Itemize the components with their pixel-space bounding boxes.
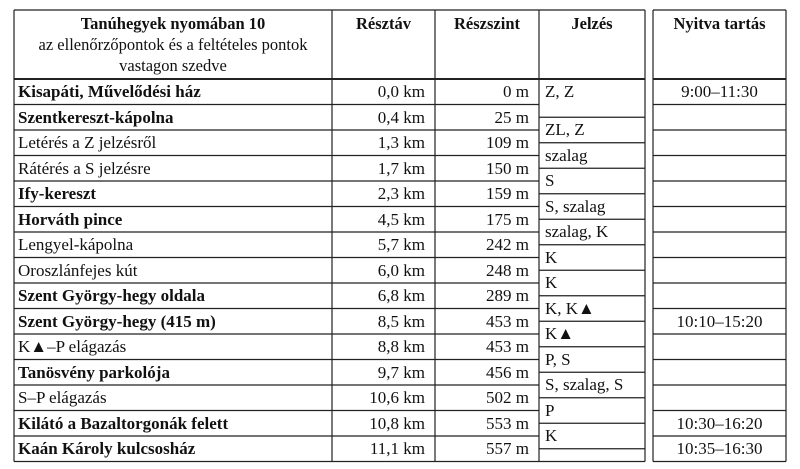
table-subtitle-2: vastagon szedve [119, 56, 227, 75]
marking-cell: szalag, K [545, 222, 609, 242]
marking-cell: K [545, 247, 558, 267]
header-opening-hours: Nyitva tartás [673, 14, 766, 33]
elevation-cell: 150 m [486, 158, 529, 178]
checkpoint-name: Ify-kereszt [18, 184, 97, 203]
elevation-cell: 0 m [503, 82, 529, 101]
distance-cell: 6,8 km [377, 286, 425, 305]
opening-hours-cell: 9:00–11:30 [681, 82, 758, 101]
elevation-cell: 553 m [486, 413, 529, 433]
distance-cell: 1,7 km [377, 158, 425, 178]
checkpoint-name: K▲–P elágazás [18, 337, 127, 356]
checkpoint-name: Szent György-hegy (415 m) [18, 311, 216, 331]
table-subtitle: az ellenőrzőpontok és a feltételes pontok [38, 35, 308, 54]
checkpoint-name: Szent György-hegy oldala [18, 286, 205, 305]
elevation-cell: 109 m [486, 133, 529, 152]
elevation-cell: 159 m [486, 184, 529, 203]
header-elevation: Részszint [454, 14, 520, 33]
marking-cell: K, K▲ [545, 298, 595, 318]
distance-cell: 1,3 km [377, 133, 425, 152]
distance-cell: 5,7 km [377, 235, 425, 254]
checkpoint-name: Kilátó a Bazaltorgonák felett [18, 413, 229, 433]
elevation-cell: 25 m [494, 107, 529, 127]
elevation-cell: 557 m [486, 439, 529, 458]
elevation-cell: 242 m [486, 235, 529, 254]
elevation-cell: 453 m [486, 311, 529, 331]
marking-cell: ZL, Z [545, 120, 585, 140]
checkpoint-name: Horváth pince [18, 209, 123, 229]
checkpoint-name: Rátérés a S jelzésre [18, 158, 151, 178]
opening-hours-cell: 10:35–16:30 [676, 439, 763, 458]
distance-cell: 8,8 km [377, 337, 425, 356]
distance-cell: 2,3 km [377, 184, 425, 203]
marking-cell: Z, Z [545, 82, 575, 101]
elevation-cell: 502 m [486, 388, 529, 407]
checkpoint-name: Kaán Károly kulcsosház [18, 439, 196, 458]
distance-cell: 0,4 km [377, 107, 425, 127]
checkpoint-name: Szentkereszt-kápolna [18, 107, 174, 127]
elevation-cell: 456 m [486, 362, 529, 382]
elevation-cell: 453 m [486, 337, 529, 356]
table-title: Tanúhegyek nyomában 10 [80, 14, 266, 33]
marking-cell: szalag [545, 145, 588, 165]
opening-hours-cell: 10:10–15:20 [676, 311, 763, 331]
distance-cell: 8,5 km [377, 311, 425, 331]
marking-cell: S, szalag [545, 196, 606, 216]
checkpoint-name: S–P elágazás [18, 388, 107, 407]
distance-cell: 4,5 km [377, 209, 425, 229]
checkpoint-name: Kisapáti, Művelődési ház [18, 82, 201, 101]
header-distance: Résztáv [356, 14, 411, 33]
elevation-cell: 175 m [486, 209, 529, 229]
marking-cell: K [545, 273, 558, 293]
distance-cell: 10,6 km [369, 388, 425, 407]
header-marking: Jelzés [571, 14, 613, 33]
distance-cell: 11,1 km [369, 439, 425, 458]
marking-cell: P, S [545, 349, 571, 369]
distance-cell: 10,8 km [369, 413, 425, 433]
opening-hours-cell: 10:30–16:20 [676, 413, 763, 433]
marking-cell: P [545, 400, 555, 420]
marking-cell: K▲ [545, 324, 575, 344]
checkpoint-name: Oroszlánfejes kút [18, 260, 138, 280]
distance-cell: 0,0 km [377, 82, 425, 101]
checkpoint-name: Letérés a Z jelzésről [18, 133, 157, 152]
marking-cell: S [545, 171, 555, 191]
distance-cell: 6,0 km [377, 260, 425, 280]
marking-cell: K [545, 426, 558, 446]
marking-cell: S, szalag, S [545, 375, 624, 395]
elevation-cell: 289 m [486, 286, 529, 305]
checkpoint-name: Lengyel-kápolna [18, 235, 134, 254]
checkpoint-name: Tanösvény parkolója [18, 362, 170, 382]
elevation-cell: 248 m [486, 260, 529, 280]
distance-cell: 9,7 km [377, 362, 425, 382]
